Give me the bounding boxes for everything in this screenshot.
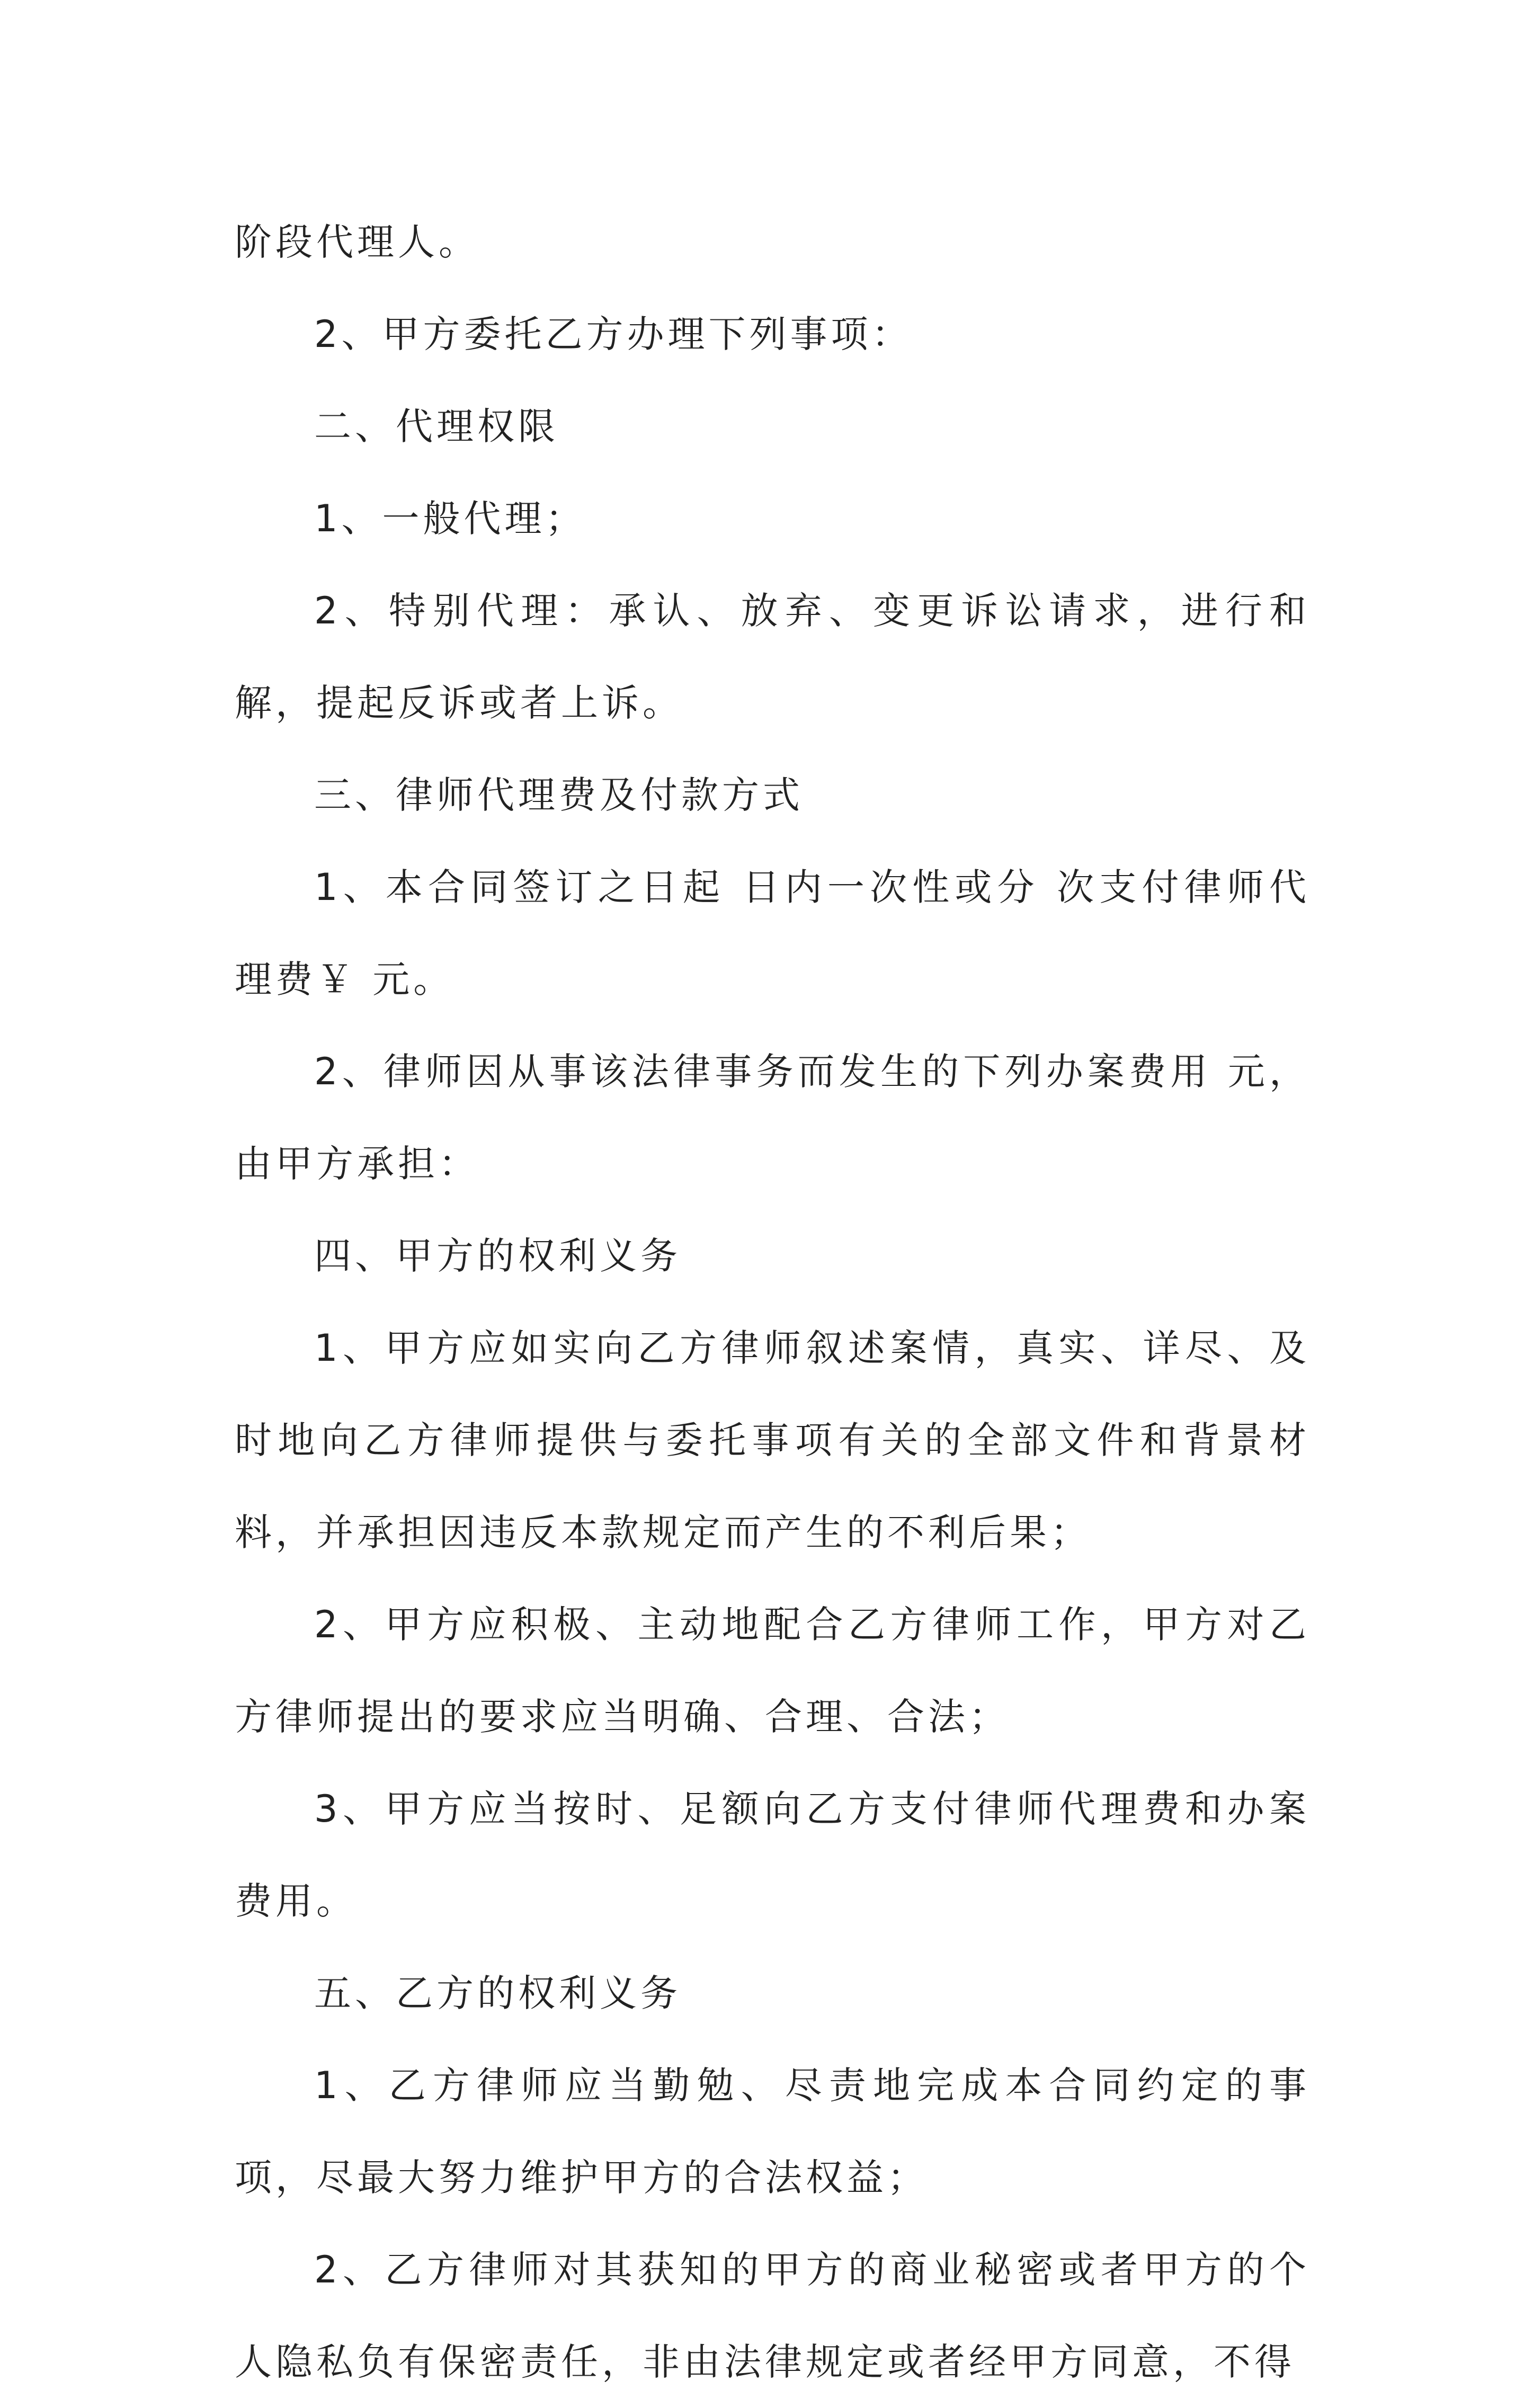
paragraph: 3、甲方应当按时、足额向乙方支付律师代理费和办案费用。 [235,1787,1310,1923]
section-heading: 二、代理权限 [314,405,559,448]
paragraph: 1、本合同签订之日起 日内一次性或分 次支付律师代理费￥ 元。 [235,866,1310,1001]
paragraph: 2、特别代理：承认、放弃、变更诉讼请求，进行和解，提起反诉或者上诉。 [235,589,1310,725]
section-heading: 三、律师代理费及付款方式 [314,773,804,817]
paragraph: 2、乙方律师对其获知的甲方的商业秘密或者甲方的个人隐私负有保密责任，非由法律规定或者经甲方同意，不得 [235,2248,1310,2384]
section-heading: 五、乙方的权利义务 [314,1972,681,2015]
paragraph: 2、甲方委托乙方办理下列事项： [314,313,913,356]
section-heading: 四、甲方的权利义务 [314,1234,681,1278]
paragraph: 1、甲方应如实向乙方律师叙述案情，真实、详尽、及时地向乙方律师提供与委托事项有关的全部文件和背景材料，并承担因违反本款规定而产生的不利后果； [235,1326,1310,1554]
paragraph: 2、律师因从事该法律事务而发生的下列办案费用 元，由甲方承担： [235,1050,1310,1185]
paragraph: 1、一般代理； [314,497,586,540]
paragraph: 2、甲方应积极、主动地配合乙方律师工作，甲方对乙方律师提出的要求应当明确、合理、合法； [235,1603,1310,1738]
paragraph: 1、乙方律师应当勤勉、尽责地完成本合同约定的事项，尽最大努力维护甲方的合法权益； [235,2064,1310,2199]
document-body [235,196,1310,2408]
paragraph: 阶段代理人。 [235,220,479,264]
